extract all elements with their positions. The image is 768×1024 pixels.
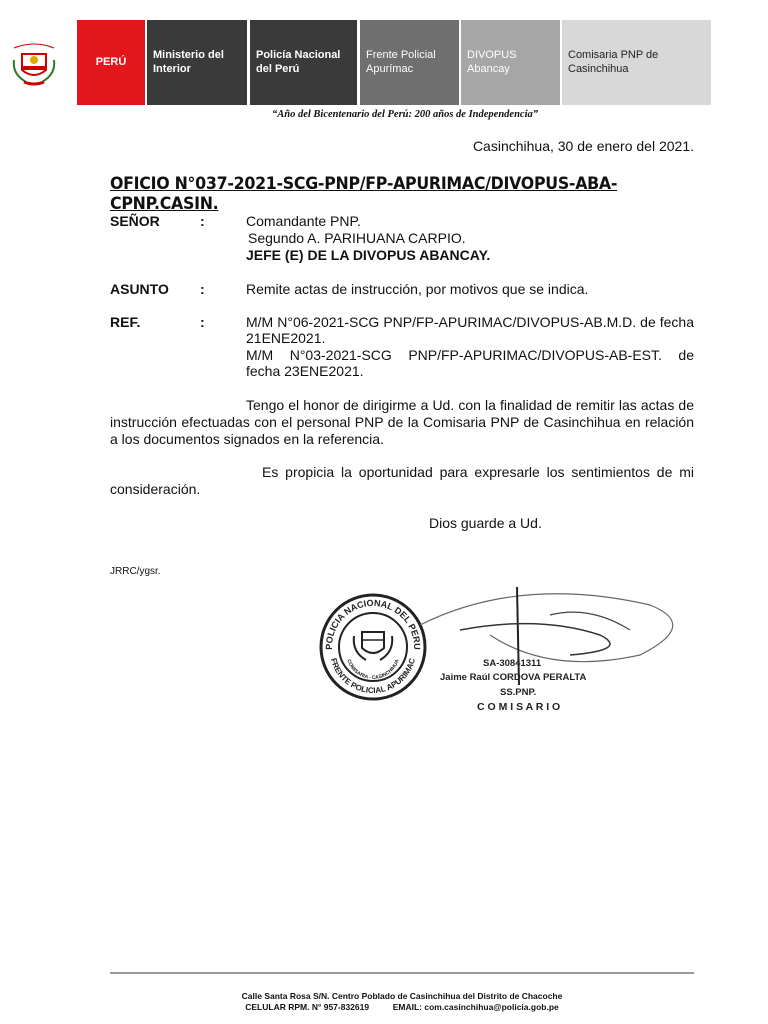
- seal-outer-text: POLICIA NACIONAL DEL PERU: [323, 597, 423, 650]
- signer-rank: SS.PNP.: [500, 687, 537, 698]
- header-box-comisaria: Comisaria PNP de Casinchihua: [562, 20, 711, 105]
- body-paragraph-1: Tengo el honor de dirigirme a Ud. con la finalidad de remitir las actas de instrucción efectuadas con el personal PNP de la Comisaria PNP de Casinchihua en relación a los documentos signados en la referencia.: [110, 397, 694, 447]
- footer-contact: CELULAR RPM. N° 957-832619 EMAIL: com.casinchihua@policia.gob.pe: [245, 1002, 559, 1012]
- header-box-frente: Frente Policial Apurímac: [360, 20, 459, 105]
- ref-item-2: M/M N°03-2021-SCG PNP/FP-APURIMAC/DIVOPUS-AB-EST. de fecha 23ENE2021.: [246, 347, 694, 379]
- footer-address: Calle Santa Rosa S/N. Centro Poblado de Casinchihua del Distrito de Chacoche: [241, 991, 563, 1001]
- header-box-ministerio: Ministerio del Interior: [147, 20, 247, 105]
- ref-colon: :: [200, 314, 205, 330]
- asunto-text: Remite actas de instrucción, por motivos que se indica.: [246, 281, 589, 297]
- signer-role: C O M I S A R I O: [477, 701, 561, 713]
- header-box-divopus: DIVOPUS Abancay: [461, 20, 560, 105]
- senor-colon: :: [200, 213, 205, 229]
- year-motto: “Año del Bicentenario del Perú: 200 años de Independencia”: [272, 109, 538, 120]
- recipient-rank: Comandante PNP.: [246, 213, 361, 229]
- seal-inner-text: COMISARIA - CASINCHIHUA: [345, 658, 401, 682]
- farewell: Dios guarde a Ud.: [429, 515, 542, 531]
- senor-label: SEÑOR: [110, 213, 160, 229]
- footer-divider: [110, 972, 694, 974]
- svg-text:COMISARIA - CASINCHIHUA: [345, 658, 400, 681]
- date-line: Casinchihua, 30 de enero del 2021.: [472, 138, 694, 154]
- seal-bottom-text: FRENTE POLICIAL APURIMAC: [328, 657, 418, 696]
- document-title: OFICIO N°037-2021-SCG-PNP/FP-APURIMAC/DIVOPUS-ABA-CPNP.CASIN.: [110, 174, 618, 214]
- recipient-position: JEFE (E) DE LA DIVOPUS ABANCAY.: [246, 247, 491, 263]
- recipient-name: Segundo A. PARIHUANA CARPIO.: [248, 230, 466, 246]
- signer-name: Jaime Raúl CORDOVA PERALTA: [440, 672, 587, 683]
- asunto-label: ASUNTO: [110, 281, 169, 297]
- peru-coat-of-arms-icon: [10, 38, 58, 88]
- ref-label: REF.: [110, 314, 141, 330]
- initials: JRRC/ygsr.: [110, 566, 161, 577]
- asunto-colon: :: [200, 281, 205, 297]
- header-box-policia: Policía Nacional del Perú: [250, 20, 357, 105]
- body-paragraph-2: Es propicia la oportunidad para expresarle los sentimientos de mi consideración.: [110, 464, 694, 497]
- ref-item-1: M/M N°06-2021-SCG PNP/FP-APURIMAC/DIVOPUS-AB.M.D. de fecha 21ENE2021.: [246, 314, 694, 346]
- header-box-peru: PERÚ: [77, 20, 145, 105]
- signer-cip: SA-30841311: [483, 658, 542, 669]
